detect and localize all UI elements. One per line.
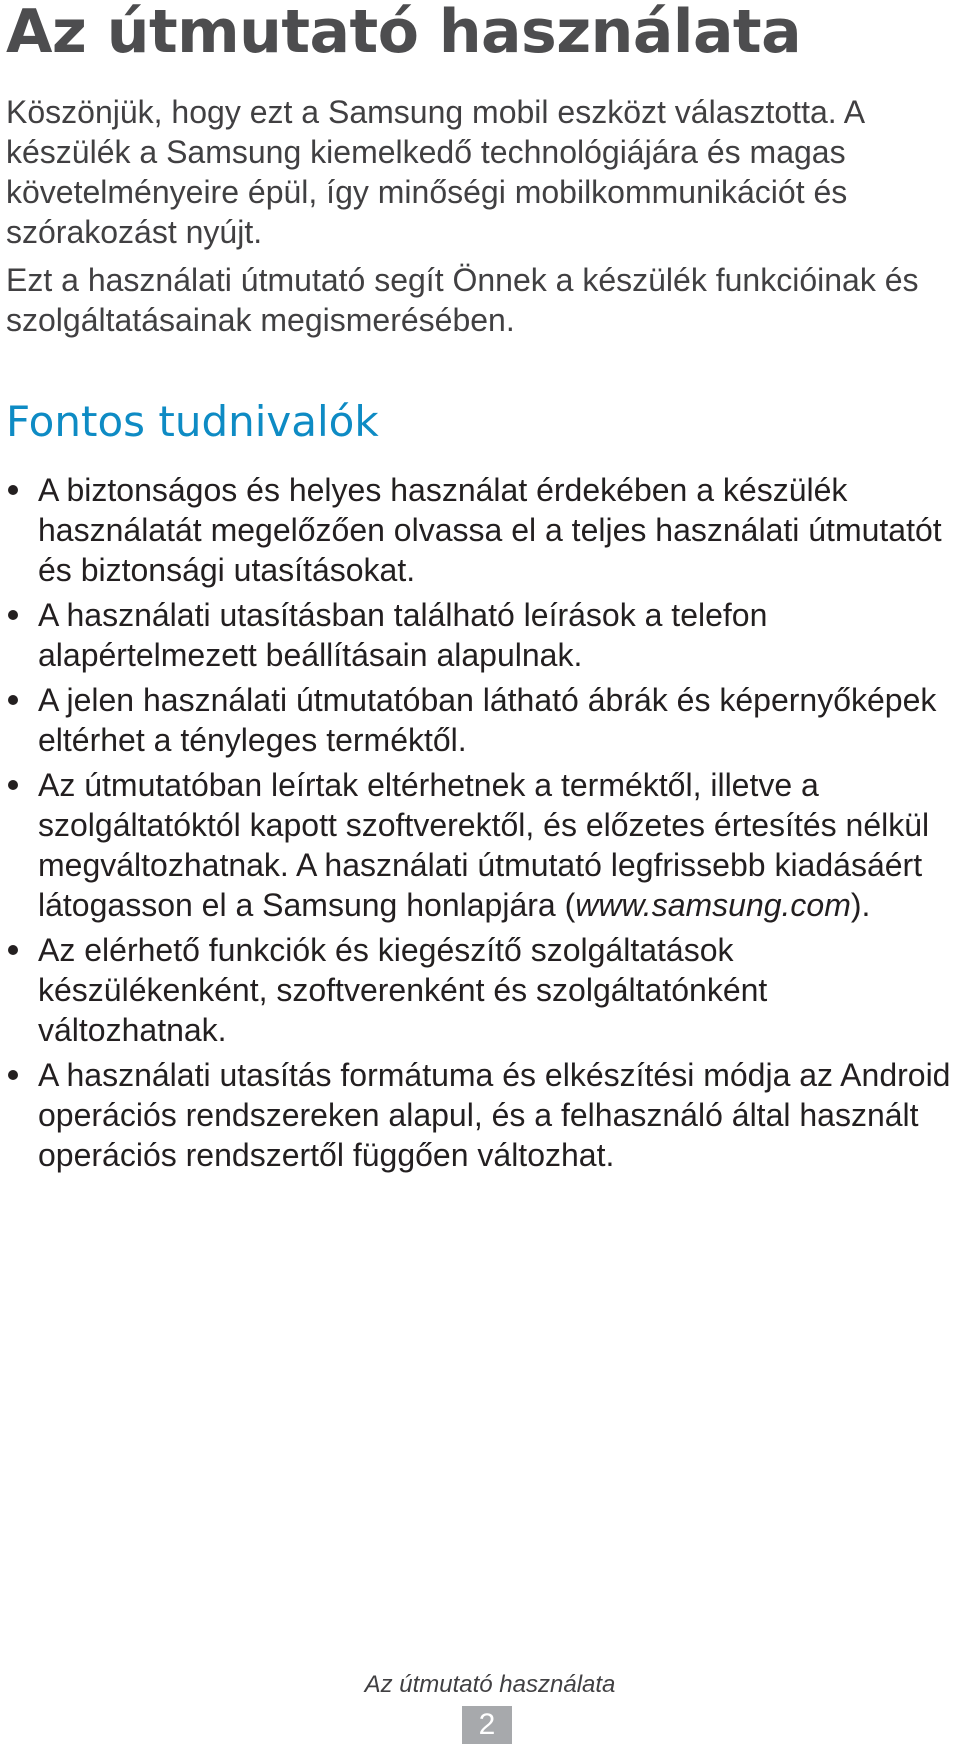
bullet-icon xyxy=(8,1070,18,1080)
bullet-icon xyxy=(8,485,18,495)
note-text: A jelen használati útmutatóban látható ábrák és képernyőképek eltérhet a tényleges terméktől. xyxy=(38,682,937,758)
list-item xyxy=(6,1055,954,1175)
footer-section-name: Az útmutató használata xyxy=(364,1671,616,1698)
list-item xyxy=(6,680,954,760)
note-text: Az elérhető funkciók és kiegészítő szolgáltatások készülékenként, szoftverenként és szolgáltatónként változhatnak. xyxy=(38,932,768,1048)
bullet-icon xyxy=(8,945,18,955)
page-title: Az útmutató használata xyxy=(6,0,802,67)
note-text: A használati utasításban található leírások a telefon alapértelmezett beállításain alapulnak. xyxy=(38,597,768,673)
intro xyxy=(6,92,954,348)
intro-paragraph: Ezt a használati útmutató segít Önnek a készülék funkcióinak és szolgáltatásainak megismerésében. xyxy=(6,262,919,338)
note-text: Az útmutatóban leírtak eltérhetnek a terméktől, illetve a szolgáltatóktól kapott szoftverektől, és előzetes értesítés nélkül megváltozhatnak. A használati útmutató legfrissebb kiadásáért látogasson el a Samsung honlapjára ( xyxy=(38,767,930,923)
list-item xyxy=(6,595,954,675)
list-item xyxy=(6,470,954,590)
bullet-icon xyxy=(8,610,18,620)
note-text: A használati utasítás formátuma és elkészítési módja az Android operációs rendszereken alapul, és a felhasználó által használt operációs rendszertől függően változhat. xyxy=(38,1057,951,1173)
bullet-icon xyxy=(8,780,18,790)
section-title: Fontos tudnivalók xyxy=(6,397,379,446)
page-number-badge: 2 xyxy=(462,1706,512,1744)
note-text: A biztonságos és helyes használat érdekében a készülék használatát megelőzően olvassa el a teljes használati útmutatót és biztonsági utasításokat. xyxy=(38,472,942,588)
intro-paragraph: Köszönjük, hogy ezt a Samsung mobil eszközt választotta. A készülék a Samsung kiemelkedő technológiájára és magas követelményeire épül, így minőségi mobilkommunikációt és szórakozást nyújt. xyxy=(6,94,864,250)
bullet-icon xyxy=(8,695,18,705)
samsung-website-link[interactable]: www.samsung.com xyxy=(575,887,851,923)
note-text-end: ). xyxy=(850,887,871,923)
important-notes-list xyxy=(6,470,954,1180)
list-item xyxy=(6,930,954,1050)
list-item xyxy=(6,765,954,925)
